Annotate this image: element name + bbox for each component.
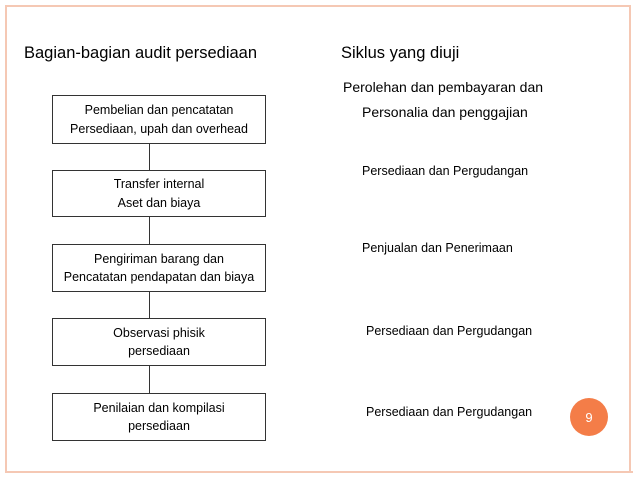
connector-line: [149, 144, 150, 170]
connector-line: [149, 217, 150, 244]
right-heading: Siklus yang diuji: [341, 44, 460, 62]
flow-box-line1: Penilaian dan kompilasi: [93, 400, 225, 415]
cycle-inventory-1: Persediaan dan Pergudangan: [362, 164, 529, 178]
flow-box-line2: Aset dan biaya: [117, 195, 201, 210]
flow-box-line1: Pengiriman barang dan: [94, 251, 224, 266]
flow-box-line2: Pencatatan pendapatan dan biaya: [63, 270, 255, 284]
cycle-sales: Penjualan dan Penerimaan: [362, 241, 513, 255]
flow-box-valuation: [52, 393, 266, 441]
flow-box-line2: persediaan: [128, 419, 190, 433]
flow-box-line2: persediaan: [128, 344, 190, 358]
cycle-inventory-3: Persediaan dan Pergudangan: [366, 405, 533, 419]
cycle-inventory-2: Persediaan dan Pergudangan: [366, 324, 533, 338]
flow-box-line1: Transfer internal: [113, 177, 205, 192]
flow-box-internal-transfer: [52, 170, 266, 217]
flow-box-line1: Observasi phisik: [113, 325, 205, 340]
flow-box-physical-observation: [52, 318, 266, 366]
flow-box-purchasing: [52, 95, 266, 144]
connector-line: [149, 292, 150, 318]
cycle-acquisition: Perolehan dan pembayaran dan: [343, 79, 544, 95]
cycle-payroll: Personalia dan penggajian: [362, 104, 528, 120]
flow-box-line1: Pembelian dan pencatatan: [84, 103, 234, 118]
frame-bottom-line: [5, 471, 633, 473]
slide-number-badge: 9: [570, 398, 608, 436]
left-heading: Bagian-bagian audit persediaan: [24, 44, 258, 62]
flow-box-line2: Persediaan, upah dan overhead: [70, 121, 248, 136]
flow-box-shipping: [52, 244, 266, 292]
connector-line: [149, 366, 150, 393]
